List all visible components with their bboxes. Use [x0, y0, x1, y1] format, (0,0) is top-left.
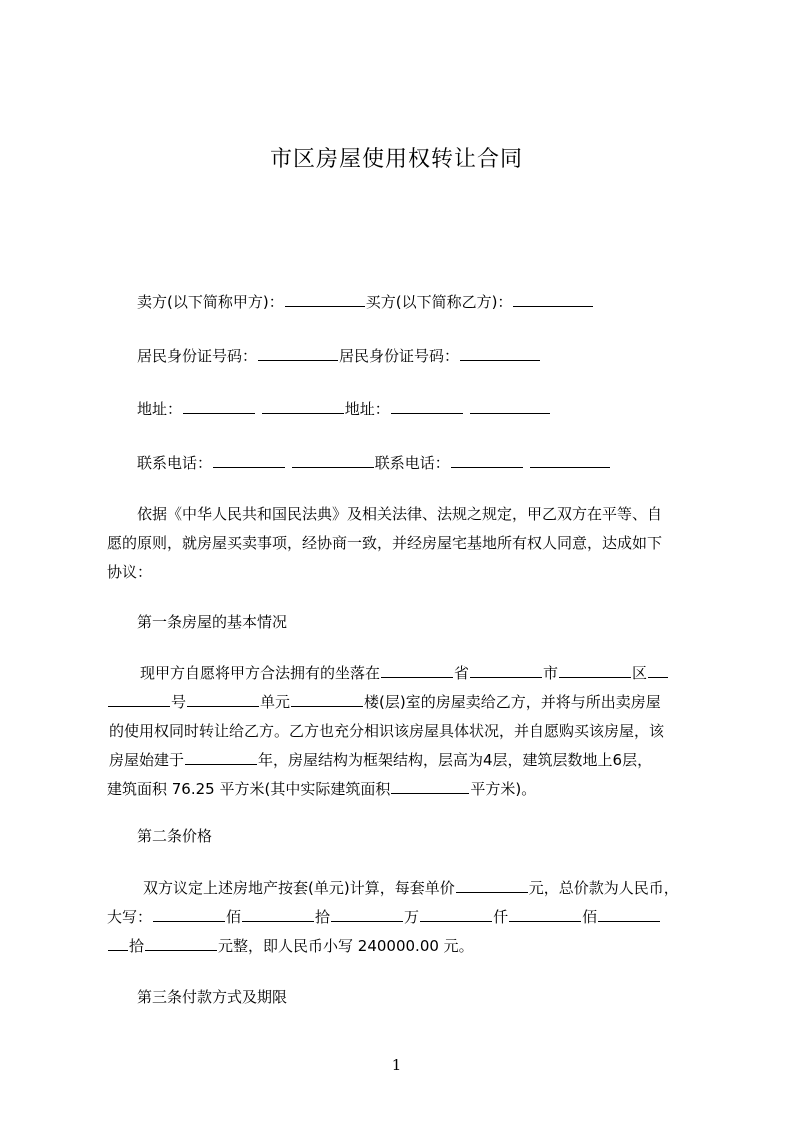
- amount-unit: 佰: [226, 908, 242, 926]
- id-line: [137, 345, 541, 366]
- buyer-id-label: 居民身份证号码：: [339, 347, 460, 365]
- article-1-text: 楼(层)室的房屋卖给乙方，并将与所出卖房屋: [364, 693, 661, 711]
- article-1-line-5: [107, 775, 707, 804]
- buyer-name-blank[interactable]: [513, 292, 593, 307]
- amount-unit: 拾: [129, 937, 145, 955]
- article-1-paragraph: [107, 659, 707, 804]
- article-2-heading: 第二条价格: [137, 827, 213, 845]
- buyer-address-blank-2[interactable]: [470, 399, 550, 414]
- article-1-line-4: [107, 746, 707, 775]
- actual-area-blank[interactable]: [391, 779, 469, 794]
- unit-blank[interactable]: [187, 692, 259, 707]
- article-1-text: 现甲方自愿将甲方合法拥有的坐落在: [140, 664, 381, 682]
- amount-unit: 仟: [493, 908, 509, 926]
- article-1-line-1: [107, 659, 707, 688]
- seller-phone-blank-2[interactable]: [292, 453, 374, 468]
- amount-blank-5[interactable]: [509, 907, 581, 922]
- amount-blank-3[interactable]: [331, 907, 403, 922]
- district-label: 区: [632, 664, 648, 682]
- seller-phone-blank-1[interactable]: [213, 453, 285, 468]
- amount-blank-7[interactable]: [108, 936, 128, 951]
- district-tail-blank[interactable]: [648, 663, 668, 678]
- floor-blank[interactable]: [291, 692, 363, 707]
- number-label: 号: [171, 693, 187, 711]
- built-year-blank[interactable]: [185, 750, 257, 765]
- district-blank[interactable]: [559, 663, 631, 678]
- province-blank[interactable]: [381, 663, 453, 678]
- article-1-line-2: [107, 688, 707, 717]
- amount-label: 大写：: [107, 908, 153, 926]
- article-2-text: 元，总价款为人民币，: [528, 879, 679, 897]
- article-1-text: 建筑面积 76.25 平方米(其中实际建筑面积: [107, 780, 391, 798]
- seller-phone-label: 联系电话：: [137, 454, 213, 472]
- amount-unit: 拾: [315, 908, 331, 926]
- buyer-phone-blank-1[interactable]: [451, 453, 523, 468]
- article-2-line-3: [107, 932, 707, 961]
- city-label: 市: [543, 664, 559, 682]
- article-2-text: 双方议定上述房地产按套(单元)计算，每套单价: [143, 879, 455, 897]
- city-blank[interactable]: [470, 663, 542, 678]
- seller-address-blank-2[interactable]: [262, 399, 344, 414]
- amount-blank-1[interactable]: [153, 907, 225, 922]
- amount-blank-4[interactable]: [420, 907, 492, 922]
- buyer-id-blank[interactable]: [460, 346, 540, 361]
- article-1-heading: 第一条房屋的基本情况: [137, 613, 288, 631]
- article-1-text: 房屋始建于: [109, 751, 185, 769]
- intro-line-3: 协议：: [107, 563, 153, 581]
- phone-line: [137, 452, 611, 473]
- page-number: 1: [391, 1056, 402, 1074]
- intro-line-2: 愿的原则，就房屋买卖事项，经协商一致，并经房屋宅基地所有权人同意，达成如下: [107, 534, 663, 552]
- page-title: 市区房屋使用权转让合同: [269, 147, 523, 172]
- article-1-text: 年，房屋结构为框架结构，层高为4层，建筑层数地上6层，: [258, 751, 653, 769]
- buyer-label: 买方(以下简称乙方)：: [365, 293, 513, 311]
- seller-name-blank[interactable]: [285, 292, 365, 307]
- article-1-text: 平方米)。: [470, 780, 537, 798]
- seller-id-label: 居民身份证号码：: [137, 347, 258, 365]
- article-3-heading: 第三条付款方式及期限: [137, 988, 288, 1006]
- unit-price-blank[interactable]: [456, 878, 528, 893]
- buyer-phone-label: 联系电话：: [374, 454, 450, 472]
- seller-address-label: 地址：: [137, 400, 183, 418]
- intro-paragraph: [107, 500, 697, 587]
- address-line: [137, 398, 551, 419]
- unit-label: 单元: [260, 693, 291, 711]
- buyer-address-label: 地址：: [344, 400, 390, 418]
- amount-blank-2[interactable]: [242, 907, 314, 922]
- buyer-address-blank-1[interactable]: [391, 399, 463, 414]
- intro-line-1: 依据《中华人民共和国民法典》及相关法律、法规之规定，甲乙双方在平等、自: [137, 505, 663, 523]
- article-1-line-3: 的使用权同时转让给乙方。乙方也充分相识该房屋具体状况，并自愿购买该房屋，该: [109, 722, 665, 740]
- article-2-line-2: [107, 903, 707, 932]
- seller-id-blank[interactable]: [258, 346, 338, 361]
- seller-address-blank-1[interactable]: [183, 399, 255, 414]
- article-2-text: 元整，即人民币小写 240000.00 元。: [218, 937, 474, 955]
- article-2-paragraph: [107, 874, 707, 961]
- number-blank[interactable]: [108, 692, 170, 707]
- amount-blank-8[interactable]: [145, 936, 217, 951]
- buyer-phone-blank-2[interactable]: [530, 453, 610, 468]
- seller-label: 卖方(以下简称甲方)：: [137, 293, 284, 311]
- article-2-line-1: [107, 874, 707, 903]
- seller-buyer-line: [137, 291, 594, 312]
- amount-unit: 万: [404, 908, 420, 926]
- amount-unit: 佰: [582, 908, 598, 926]
- amount-blank-6[interactable]: [598, 907, 660, 922]
- province-label: 省: [454, 664, 470, 682]
